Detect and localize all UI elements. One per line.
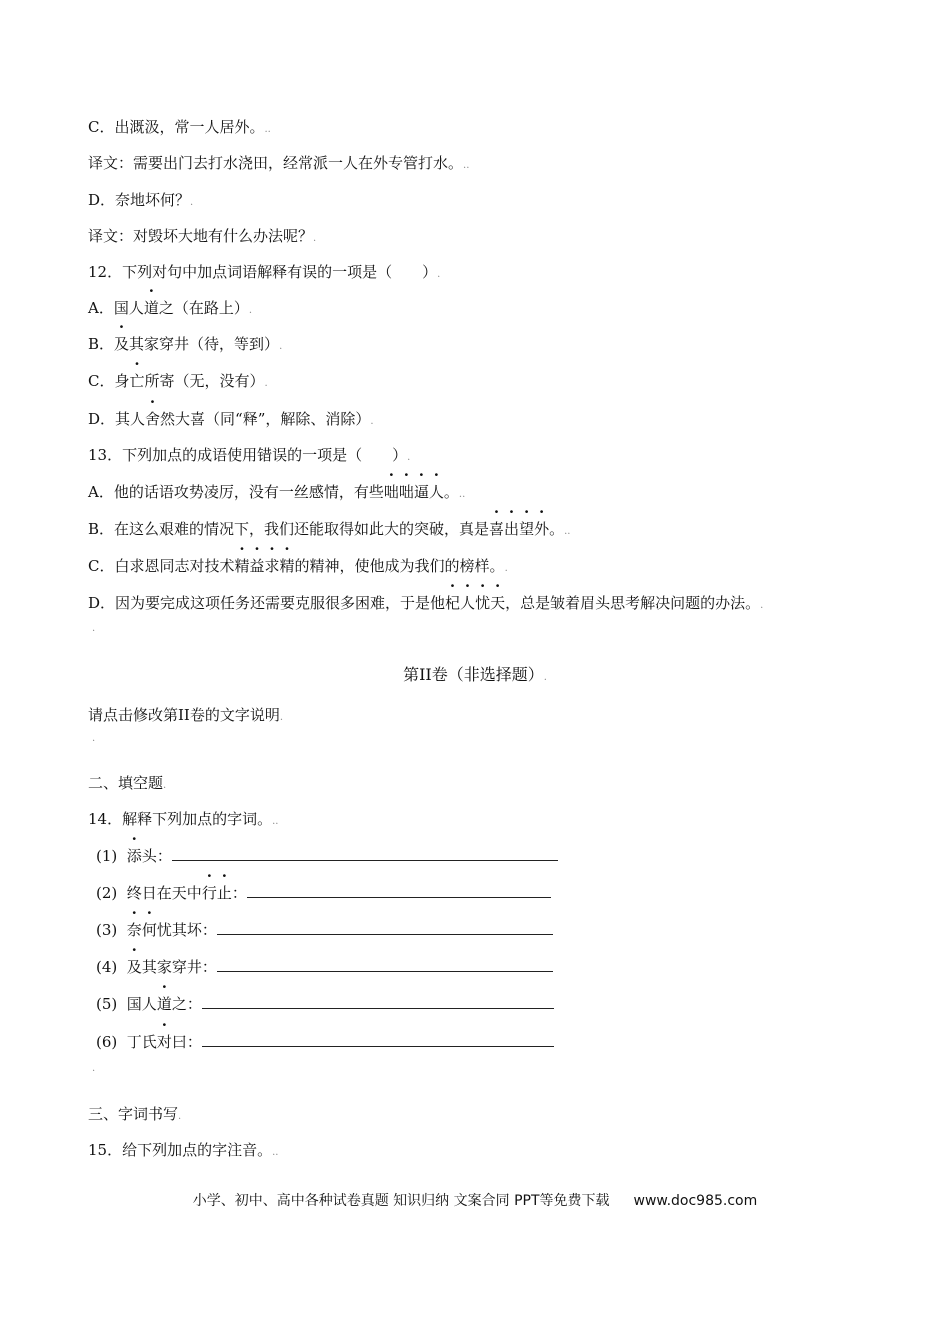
answer-blank[interactable] — [202, 1032, 554, 1047]
answer-blank[interactable] — [172, 846, 558, 861]
dotted-idiom: 杞人忧天 — [445, 594, 506, 612]
q11-translation-d: 译文：对毁坏大地有什么办法呢？. — [88, 227, 317, 245]
section-2-title: 第II卷（非选择题）. — [403, 665, 547, 684]
page-footer — [0, 1190, 950, 1210]
paragraph-mark: . — [92, 1063, 96, 1074]
dotted-word: 舍 — [145, 410, 161, 428]
dotted-word: 奈何 — [126, 921, 157, 939]
q14-item-2: (2) 终日在天中行止： — [96, 882, 551, 904]
q14-item-4: (4) 及其家穿井： — [96, 956, 553, 978]
dotted-word: 添 — [126, 847, 142, 865]
q11-translation-c: 译文：需要出门去打水浇田，经常派一人在外专管打水。.. — [88, 154, 470, 172]
q14-item-3: (3) 奈何忧其坏： — [96, 919, 553, 941]
dotted-word: 及 — [126, 958, 142, 976]
dotted-word: 对 — [156, 1033, 172, 1051]
part-3-heading: 三、字词书写. — [88, 1105, 182, 1123]
dotted-idiom: 咄咄逼人 — [383, 483, 444, 501]
q12-option-b: B．及其家穿井（待，等到）. — [88, 335, 283, 353]
footer-url[interactable]: www.doc985.com — [633, 1193, 758, 1209]
paragraph-mark: . — [92, 623, 96, 634]
q13-option-d: D．因为要完成这项任务还需要克服很多困难，于是他杞人忧天，总是皱着眉头思考解决问题的办法。. — [88, 594, 764, 612]
answer-blank[interactable] — [247, 883, 551, 898]
q13-option-c: C．白求恩同志对技术精益求精的精神，使他成为我们的榜样。. — [88, 557, 508, 575]
answer-blank[interactable] — [217, 957, 553, 972]
dotted-idiom: 精益求精 — [234, 557, 295, 575]
part-2-heading: 二、填空题. — [88, 774, 167, 792]
section-2-note[interactable]: 请点击修改第II卷的文字说明. — [88, 706, 284, 724]
paragraph-mark: . — [92, 733, 96, 744]
q12-option-d: D．其人舍然大喜（同“释”，解除、消除）. — [88, 410, 374, 428]
q14-item-6: (6) 丁氏对曰： — [96, 1031, 554, 1053]
dotted-word: 及 — [114, 335, 130, 353]
q14-item-1: (1) 添头： — [96, 845, 558, 867]
q13-option-b: B．在这么艰难的情况下，我们还能取得如此大的突破，真是喜出望外。.. — [88, 520, 571, 538]
answer-blank[interactable] — [217, 920, 553, 935]
q14-item-5: (5) 国人道之： — [96, 993, 554, 1015]
q15-stem: 15．给下列加点的字注音。.. — [88, 1141, 279, 1159]
dotted-word: 亡 — [129, 372, 145, 390]
answer-blank[interactable] — [202, 994, 554, 1009]
q12-option-a: A．国人道之（在路上）. — [88, 299, 253, 317]
q13-stem: 13．下列加点的成语使用错误的一项是（ ）. — [88, 446, 411, 464]
dotted-idiom: 喜出望外 — [489, 520, 550, 538]
q13-option-a: A．他的话语攻势凌厉，没有一丝感情，有些咄咄逼人。.. — [88, 483, 466, 501]
q12-option-c: C．身亡所寄（无，没有）. — [88, 372, 268, 390]
dotted-word: 道 — [143, 299, 159, 317]
q14-stem: 14．解释下列加点的字词。.. — [88, 810, 279, 828]
dotted-word: 行止 — [201, 884, 232, 902]
q11-option-c: C．出溉汲，常一人居外。.. — [88, 118, 271, 136]
dotted-word: 道 — [156, 995, 172, 1013]
footer-text: 小学、初中、高中各种试卷真题 知识归纳 文案合同 PPT等免费下载 — [192, 1193, 610, 1209]
q11-option-d: D．奈地坏何？. — [88, 191, 194, 209]
q12-stem: 12．下列对句中加点词语解释有误的一项是（ ）. — [88, 263, 441, 281]
